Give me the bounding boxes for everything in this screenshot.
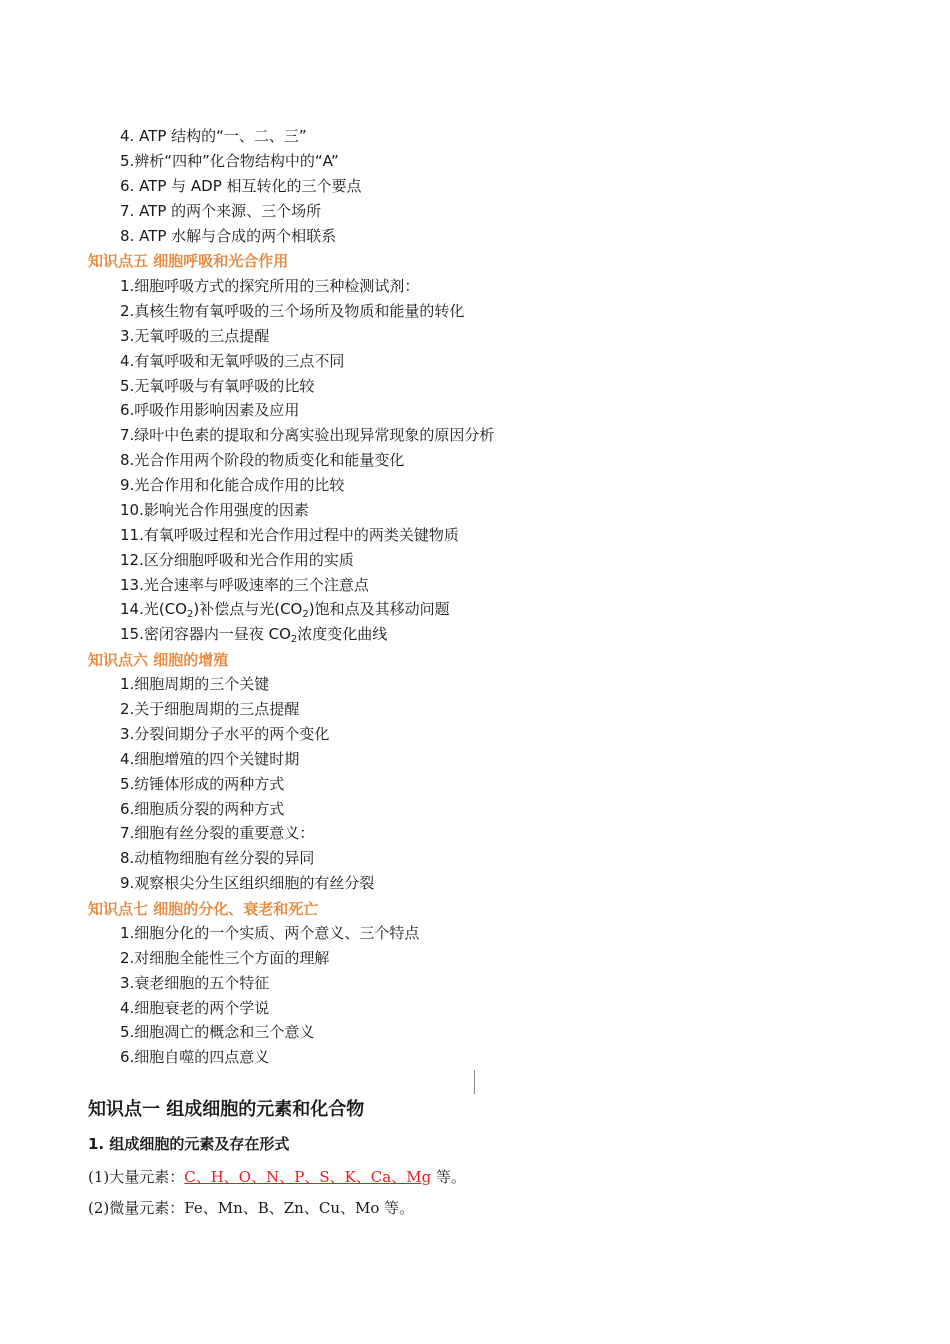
list-item: 5.无氧呼吸与有氧呼吸的比较 xyxy=(120,377,315,395)
list-item: 6.细胞质分裂的两种方式 xyxy=(120,800,285,818)
list-item: 7.细胞有丝分裂的重要意义： xyxy=(120,824,315,842)
section-heading: 知识点五 细胞呼吸和光合作用 xyxy=(88,252,289,270)
item-text: 14.光(CO xyxy=(120,600,187,618)
item-text: 15.密闭容器内一昼夜 CO xyxy=(120,625,291,643)
paragraph-prefix: (1)大量元素： xyxy=(88,1168,185,1186)
section-heading: 知识点七 细胞的分化、衰老和死亡 xyxy=(88,900,319,918)
subscript: 2 xyxy=(290,634,298,645)
list-item: 7.绿叶中色素的提取和分离实验出现异常现象的原因分析 xyxy=(120,426,495,444)
section-heading: 知识点六 细胞的增殖 xyxy=(88,651,229,669)
item-text: )补偿点与光(CO xyxy=(193,600,303,618)
list-item: 11.有氧呼吸过程和光合作用过程中的两类关键物质 xyxy=(120,526,459,544)
list-item: 8.光合作用两个阶段的物质变化和能量变化 xyxy=(120,451,405,469)
list-item: 8. ATP 水解与合成的两个相联系 xyxy=(120,227,337,245)
list-item: 6.呼吸作用影响因素及应用 xyxy=(120,401,300,419)
list-item xyxy=(120,624,387,644)
list-item: 12.区分细胞呼吸和光合作用的实质 xyxy=(120,551,354,569)
list-item: 4. ATP 结构的“一、二、三” xyxy=(120,127,307,145)
list-item: 4.细胞衰老的两个学说 xyxy=(120,999,270,1017)
list-item: 10.影响光合作用强度的因素 xyxy=(120,501,309,519)
paragraph: (2)微量元素：Fe、Mn、B、Zn、Cu、Mo 等。 xyxy=(88,1199,415,1217)
subscript: 2 xyxy=(302,609,309,620)
section-title: 知识点一 组成细胞的元素和化合物 xyxy=(88,1099,365,1120)
paragraph-suffix: 等。 xyxy=(431,1168,466,1186)
highlighted-answer: C、H、O、N、P、S、K、Ca、Mg xyxy=(184,1168,432,1186)
list-item: 6. ATP 与 ADP 相互转化的三个要点 xyxy=(120,177,362,195)
list-item: 1.细胞分化的一个实质、两个意义、三个特点 xyxy=(120,924,420,942)
list-item: 3.衰老细胞的五个特征 xyxy=(120,974,270,992)
list-item xyxy=(120,599,450,619)
sub-title: 1. 组成细胞的元素及存在形式 xyxy=(88,1135,290,1153)
list-item: 5.纺锤体形成的两种方式 xyxy=(120,775,285,793)
list-item: 4.有氧呼吸和无氧呼吸的三点不同 xyxy=(120,352,345,370)
list-item: 5.细胞凋亡的概念和三个意义 xyxy=(120,1023,315,1041)
paragraph xyxy=(88,1166,466,1188)
item-text: 浓度变化曲线 xyxy=(297,625,388,643)
list-item: 8.动植物细胞有丝分裂的异同 xyxy=(120,849,315,867)
list-item: 4.细胞增殖的四个关键时期 xyxy=(120,750,300,768)
list-item: 5.辨析“四种”化合物结构中的“A” xyxy=(120,152,339,170)
list-item: 9.观察根尖分生区组织细胞的有丝分裂 xyxy=(120,874,375,892)
list-item: 7. ATP 的两个来源、三个场所 xyxy=(120,202,322,220)
text-cursor xyxy=(474,1070,475,1094)
list-item: 1.细胞周期的三个关键 xyxy=(120,675,270,693)
item-text: )饱和点及其移动问题 xyxy=(308,600,450,618)
subscript: 2 xyxy=(187,609,194,620)
list-item: 9.光合作用和化能合成作用的比较 xyxy=(120,476,345,494)
list-item: 3.无氧呼吸的三点提醒 xyxy=(120,327,270,345)
list-item: 2.关于细胞周期的三点提醒 xyxy=(120,700,300,718)
list-item: 1.细胞呼吸方式的探究所用的三种检测试剂： xyxy=(120,277,420,295)
list-item: 6.细胞自噬的四点意义 xyxy=(120,1048,270,1066)
list-item: 2.对细胞全能性三个方面的理解 xyxy=(120,949,330,967)
list-item: 13.光合速率与呼吸速率的三个注意点 xyxy=(120,576,369,594)
list-item: 3.分裂间期分子水平的两个变化 xyxy=(120,725,330,743)
list-item: 2.真核生物有氧呼吸的三个场所及物质和能量的转化 xyxy=(120,302,465,320)
